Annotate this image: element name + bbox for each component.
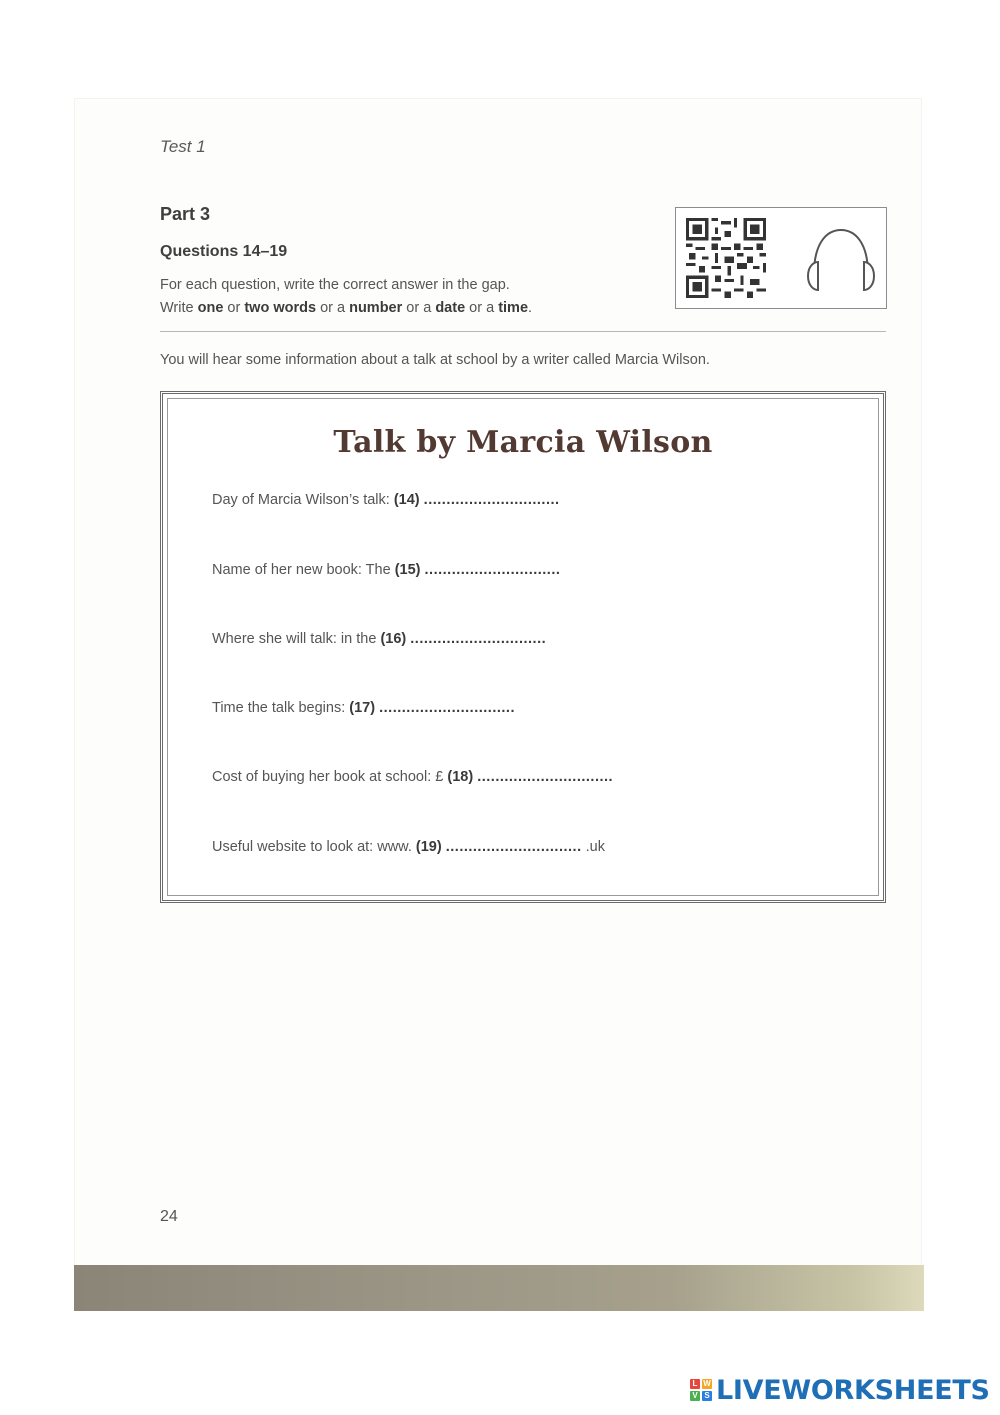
test-label: Test 1 [160, 137, 206, 156]
answer-gap-17[interactable]: .............................. [379, 700, 515, 716]
liveworksheets-blocks-icon [690, 1379, 712, 1401]
instruction-line-2: Write one or two words or a number or a date or a time. [160, 300, 533, 316]
headphones-icon [804, 224, 878, 294]
question-15: Name of her new book: The (15) .............................. [212, 562, 561, 578]
question-19: Useful website to look at: www. (19) .............................. .uk [212, 839, 605, 855]
divider [160, 331, 886, 332]
footer-band [74, 1265, 924, 1311]
answer-gap-15[interactable]: .............................. [424, 562, 561, 578]
logo-block-l: L [690, 1379, 700, 1389]
instruction-line-1: For each question, write the correct answer in the gap. [160, 277, 510, 293]
audio-box [675, 207, 887, 309]
logo-block-v: V [690, 1391, 700, 1401]
question-16: Where she will talk: in the (16) .............................. [212, 631, 547, 647]
intro-text: You will hear some information about a talk at school by a writer called Marcia Wilson. [160, 352, 710, 368]
notes-form [160, 391, 886, 903]
liveworksheets-logo[interactable] [690, 1374, 990, 1406]
answer-gap-18[interactable]: .............................. [477, 769, 614, 785]
liveworksheets-wordmark: LIVEWORKSHEETS [716, 1374, 990, 1406]
answer-gap-16[interactable]: .............................. [410, 631, 547, 647]
question-17: Time the talk begins: (17) .............................. [212, 700, 515, 716]
qr-code-icon[interactable] [686, 218, 766, 298]
logo-block-w: W [703, 1379, 711, 1388]
logo-block-s: S [702, 1391, 712, 1401]
question-14: Day of Marcia Wilson’s talk: (14) .............................. [212, 492, 560, 508]
answer-gap-19[interactable]: .............................. [445, 839, 582, 855]
questions-title: Questions 14–19 [160, 243, 288, 260]
page-number: 24 [160, 1208, 178, 1225]
question-18: Cost of buying her book at school: £ (18) .............................. [212, 769, 614, 785]
form-title: Talk by Marcia Wilson [333, 425, 713, 460]
part-title: Part 3 [160, 204, 211, 224]
answer-gap-14[interactable]: .............................. [423, 492, 560, 508]
notes-form-inner-border [167, 398, 879, 896]
